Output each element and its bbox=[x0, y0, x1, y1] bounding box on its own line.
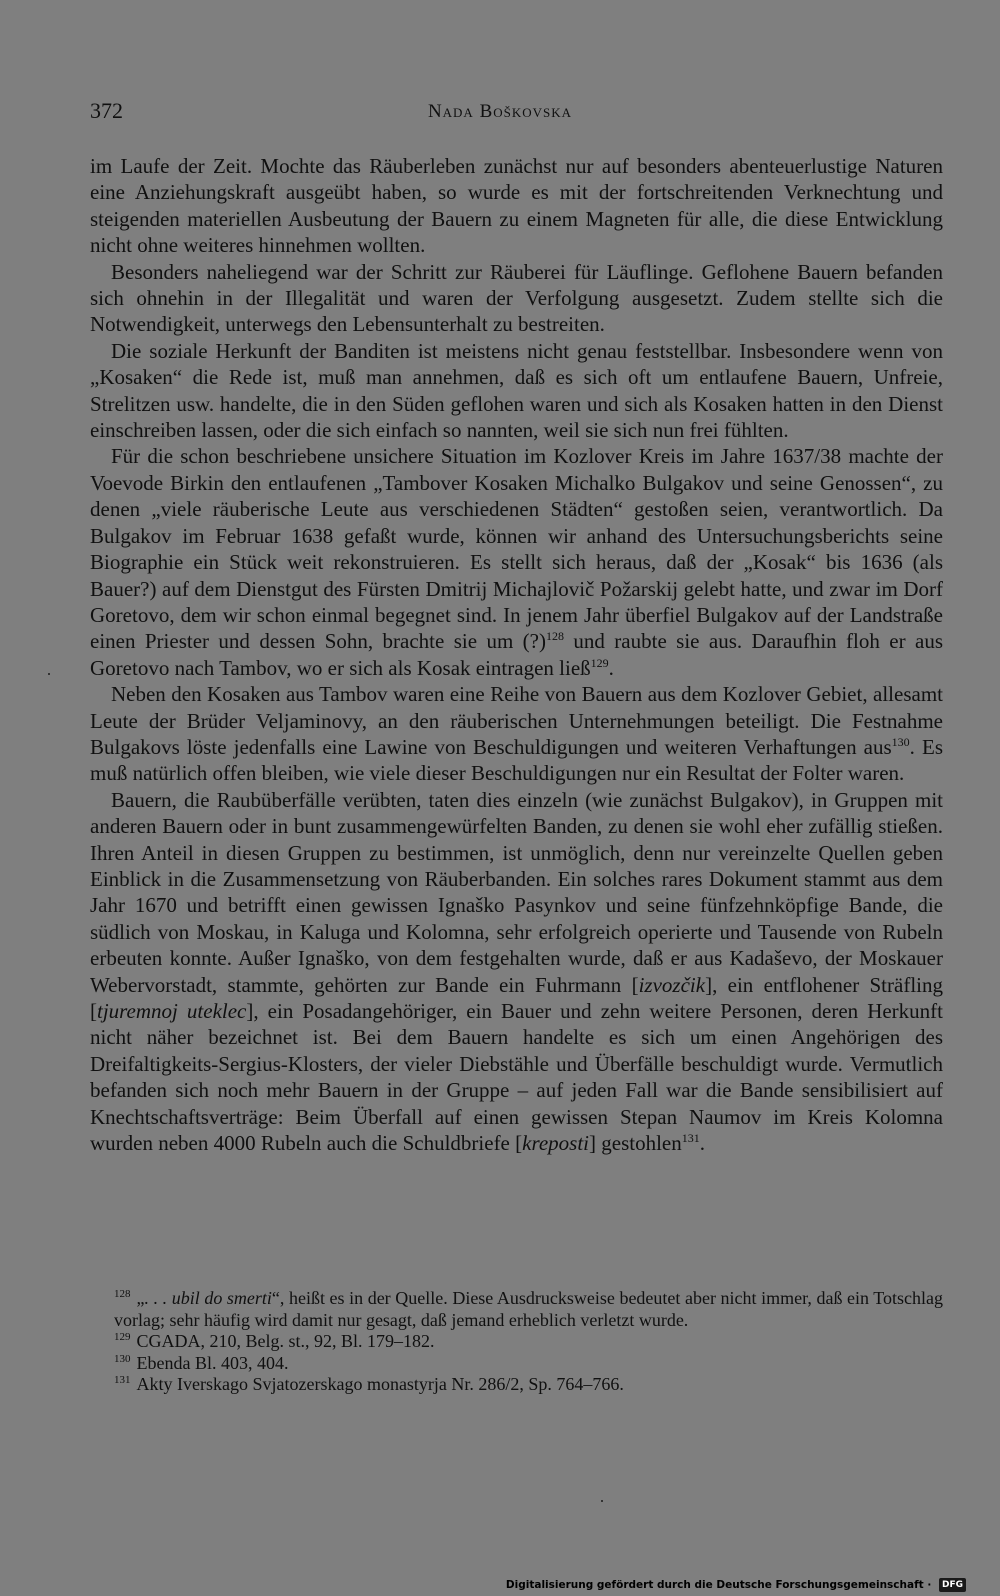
footnote bbox=[90, 1353, 943, 1375]
italic-term: izvozčik bbox=[638, 972, 706, 997]
footnote-number: 130 bbox=[114, 1352, 131, 1365]
italic-term: tjuremnoj uteklec bbox=[97, 999, 247, 1023]
text-run: und raubte sie aus. Daraufhin floh er aus Goretovo nach Tambov, wo er sich als Kosak eintragen ließ bbox=[90, 629, 943, 680]
text-run: . Es muß natürlich offen bleiben, wie viele dieser Beschuldigungen nur ein Resultat der Folter waren. bbox=[90, 734, 943, 786]
paragraph bbox=[90, 338, 943, 444]
text-run: Besonders naheliegend war der Schritt zur Räuberei für Läuflinge. Geflohene Bauern befanden sich ohnehin in der Illegalität und waren der Verfolgung ausgesetzt. Zudem stellte sich die Notwendigkeit, unterwegs den Lebensunterhalt zu bestreiten. bbox=[90, 259, 943, 337]
footnote-ref: 130 bbox=[891, 734, 910, 749]
paragraph bbox=[90, 681, 943, 787]
footnote bbox=[90, 1331, 943, 1353]
text-run: ], ein entflohener Sträfling [ bbox=[90, 972, 943, 1023]
text-run: ] gestohlen bbox=[589, 1131, 682, 1156]
footnotes bbox=[90, 1288, 943, 1396]
dfg-logo-icon: DFG bbox=[939, 1578, 966, 1592]
text-run: Neben den Kosaken aus Tambov waren eine Reihe von Bauern aus dem Kozlover Gebiet, allesamt Leute der Brüder Veljaminovy, an den räuberischen Unternehmungen beteiligt. Die Festnahme Bulgakovs löste jedenfalls eine Lawine von Beschuldigungen und weiteren Verhaftungen aus bbox=[90, 682, 943, 759]
text-run: Ebenda Bl. 403, 404. bbox=[136, 1352, 289, 1373]
text-run: im Laufe der Zeit. Mochte das Räuberleben zunächst nur auf besonders abenteuerlustige Naturen eine Anziehungskraft ausgeübt haben, so wurde es mit der fortschreitenden Verknechtung und steigenden materiellen Ausbeutung der Bauern zu einem Magneten für alle, die diese Entwicklung nicht ohne weiteres hinnehmen wollten. bbox=[90, 154, 943, 258]
digitization-credit bbox=[506, 1578, 966, 1592]
footnote-ref: 131 bbox=[681, 1131, 700, 1146]
margin-mark bbox=[48, 673, 50, 675]
footnote-ref: 129 bbox=[590, 655, 609, 670]
text-run: CGADA, 210, Belg. st., 92, Bl. 179–182. bbox=[136, 1331, 435, 1351]
paragraph bbox=[90, 787, 943, 1157]
text-run: Die soziale Herkunft der Banditen ist meistens nicht genau feststellbar. Insbesondere wenn von „Kosaken“ die Rede ist, muß man annehmen, daß es sich oft um entlaufene Bauern, Unfreie, Strelitzen usw. handelte, die in den Süden geflohen waren und sich als Kosaken hatten in den Dienst einschreiben lassen, oder die sich einfach so nannten, weil sie sich nun frei fühlten. bbox=[90, 338, 943, 443]
text-run: “, heißt es in der Quelle. Diese Ausdrucksweise bedeutet aber nicht immer, daß ein Totschlag vorlag; sehr häufig wird damit nur gesagt, daß jemand erheblich verletzt wurde. bbox=[114, 1288, 943, 1330]
text-run: . bbox=[608, 655, 614, 680]
credit-text: Digitalisierung gefördert durch die Deutsche Forschungsgemeinschaft · bbox=[505, 1579, 932, 1591]
text-run: ], ein Posadangehöriger, ein Bauer und zehn weitere Personen, deren Herkunft nicht näher bezeichnet ist. Bei dem Bauern handelte es sich um einen Angehörigen des Dreifaltigkeits-Sergius-Klosters, der vieler Diebstähle und Überfälle beschuldigt wurde. Vermutlich befanden sich noch mehr Bauern in der Gruppe – auf jeden Fall war die Bande sensibilisiert auf Knechtschaftsverträge: Beim Überfall auf einen gewissen Stepan Naumov im Kreis Kolomna wurden neben 4000 Rubeln auch die Schuldbriefe [ bbox=[90, 999, 944, 1156]
paragraph bbox=[90, 153, 943, 259]
running-head: Nada Boškovska bbox=[427, 101, 573, 122]
footnote-number: 131 bbox=[114, 1374, 131, 1386]
text-run: Akty Iverskago Svjatozerskago monastyrja Nr. 286/2, Sp. 764–766. bbox=[136, 1374, 624, 1394]
italic-term: . . . ubil do smerti bbox=[144, 1288, 272, 1308]
paragraph bbox=[90, 259, 943, 338]
footnote-number: 128 bbox=[114, 1288, 131, 1300]
paragraph bbox=[90, 443, 943, 681]
body-text bbox=[90, 153, 943, 1156]
footnote bbox=[90, 1288, 943, 1331]
text-run: Bauern, die Raubüberfälle verübten, taten dies einzeln (wie zunächst Bulgakov), in Gruppen mit anderen Bauern oder in bunt zusammengewürfelten Banden, zu denen sie wohl eher zufällig stießen. Ihren Anteil in diesen Gruppen zu bestimmen, ist unmöglich, denn nur vereinzelte Quellen geben Einblick in die Zusammensetzung von Räuberbanden. Ein solches rares Dokument stammt aus dem Jahr 1670 und betrifft einen gewissen Ignaško Pasynkov und seine fünfzehnköpfige Bande, die südlich von Moskau, in Kaluga und Kolomna, sehr erfolgreich operierte und Tausende von Rubeln erbeuten konnte. Außer Ignaško, von dem festgehalten wurde, daß er aus Kadaševo, der Moskauer Webervorstadt, stammte, gehörten zur Bande ein Fuhrmann [ bbox=[90, 787, 943, 997]
footnote-ref: 128 bbox=[546, 629, 564, 644]
text-run: Für die schon beschriebene unsichere Situation im Kozlover Kreis im Jahre 1637/38 machte der Voevode Birkin den entlaufenen „Tambover Kosaken Michalko Bulgakov und seine Genossen“, zu denen „viele räuberische Leute aus verschiedenen Städten“ gestoßen seien, verantwortlich. Da Bulgakov im Februar 1638 gefaßt wurde, können wir anhand des Untersuchungsberichts seine Biographie ein Stück weit rekonstruieren. Es stellt sich heraus, daß der „Kosak“ bis 1636 (als Bauer?) auf dem Dienstgut des Fürsten Dmitrij Michajlovič Požarskij gelebt hatte, und zwar im Dorf Goretovo, dem wir schon einmal begegnet sind. In jenem Jahr überfiel Bulgakov auf der Landstraße einen Priester und dessen Sohn, brachte sie um (?) bbox=[90, 444, 943, 654]
text-run: . bbox=[699, 1131, 705, 1156]
text-run: „ bbox=[136, 1288, 145, 1308]
scan-speck bbox=[601, 1500, 603, 1502]
page-number: 372 bbox=[90, 98, 123, 123]
footnote-number: 129 bbox=[114, 1331, 131, 1343]
footnote bbox=[90, 1374, 943, 1396]
italic-term: kreposti bbox=[522, 1131, 590, 1156]
